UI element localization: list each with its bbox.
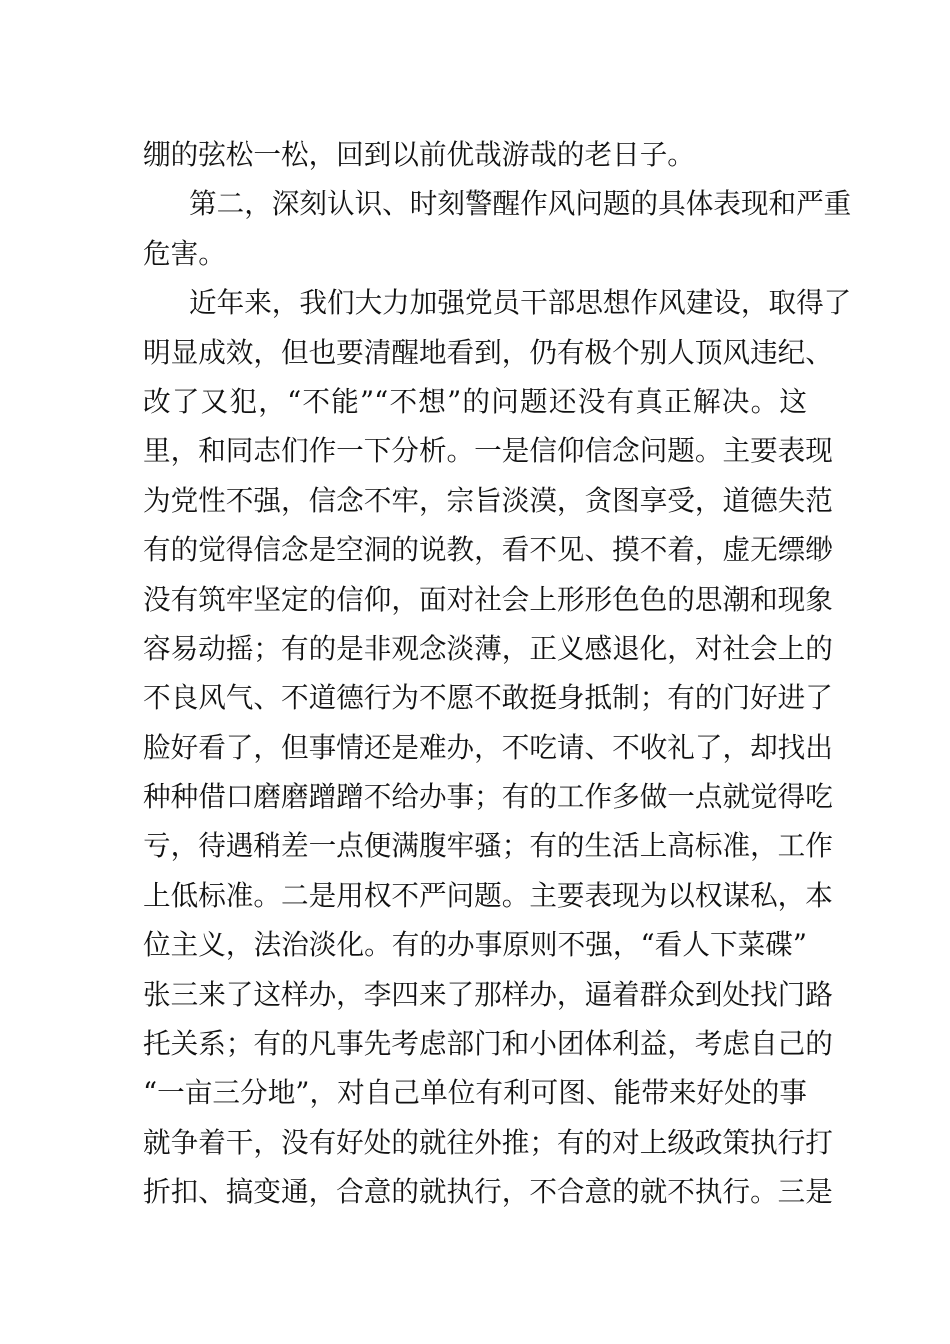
text-line: 张三来了这样办，李四来了那样办，逼着群众到处找门路	[143, 977, 833, 1011]
text-line: 折扣、搞变通，合意的就执行，不合意的就不执行。三是	[143, 1175, 833, 1209]
text-line: 改了又犯，“不能”“不想”的问题还没有真正解决。这	[143, 384, 807, 418]
text-line: 里，和同志们作一下分析。一是信仰信念问题。主要表现	[143, 434, 833, 468]
text-line: 种种借口磨磨蹭蹭不给办事；有的工作多做一点就觉得吃	[143, 780, 833, 814]
text-line: 脸好看了，但事情还是难办，不吃请、不收礼了，却找出	[143, 730, 833, 764]
text-line: 没有筑牢坚定的信仰，面对社会上形形色色的思潮和现象	[143, 582, 833, 616]
text-line: 亏，待遇稍差一点便满腹牢骚；有的生活上高标准，工作	[143, 829, 833, 863]
text-line: 近年来，我们大力加强党员干部思想作风建设，取得了	[189, 286, 852, 320]
document-page	[143, 130, 852, 1217]
text-line: 绷的弦松一松，回到以前优哉游哉的老日子。	[143, 138, 695, 171]
paragraph-heading-line: 危害。	[143, 236, 226, 270]
text-line: 托关系；有的凡事先考虑部门和小团体利益，考虑自己的	[143, 1027, 833, 1061]
text-line: 就争着干，没有好处的就往外推；有的对上级政策执行打	[143, 1125, 833, 1159]
text-line: 容易动摇；有的是非观念淡薄，正义感退化，对社会上的	[143, 631, 833, 665]
text-line: 上低标准。二是用权不严问题。主要表现为以权谋私，本	[143, 878, 833, 912]
text-line: “一亩三分地”，对自己单位有利可图、能带来好处的事	[143, 1076, 807, 1110]
paragraph-heading-line: 第二，深刻认识、时刻警醒作风问题的具体表现和严重	[189, 187, 852, 221]
text-line: 不良风气、不道德行为不愿不敢挺身抵制；有的门好进了	[143, 681, 833, 715]
text-line: 为党性不强，信念不牢，宗旨淡漠，贪图享受，道德失范	[143, 483, 833, 517]
text-line: 位主义，法治淡化。有的办事原则不强，“看人下菜碟”	[143, 928, 807, 962]
text-line: 有的觉得信念是空洞的说教，看不见、摸不着，虚无缥缈	[143, 533, 833, 567]
text-line: 明显成效，但也要清醒地看到，仍有极个别人顶风违纪、	[143, 335, 833, 369]
